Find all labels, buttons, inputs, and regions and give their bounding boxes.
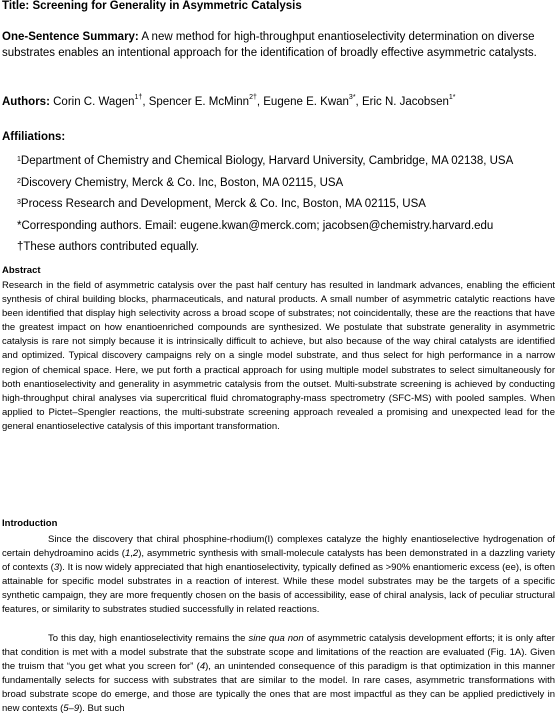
paper-title: Title: Screening for Generality in Asymmetric Catalysis	[2, 0, 302, 12]
author: Eugene E. Kwan	[263, 96, 349, 108]
affiliation-mark: 2	[17, 177, 21, 185]
intro-paragraph: Since the discovery that chiral phosphine-rhodium(I) complexes catalyze the highly enantioselective hydrogenation of certain dehydroamino acids (1,2), asymmetric synthesis with small-molecule catalysts has been demonstrated in a dazzling variety of contexts (3). It is now widely appreciated that high enantioselectivity, typically defined as >90% enantiomeric excess (ee), is often attainable for specific model substrates in a reaction of interest. While these model substrates may be the targets of a specific synthetic campaign, they are more frequently chosen on the basis of accessibility, ease of chiral analysis, lack of peculiar structural features, or similarity to substrates studied successfully in related reactions.	[2, 534, 556, 616]
affiliation-text: Discovery Chemistry, Merck & Co. Inc, Boston, MA 02115, USA	[20, 176, 344, 189]
author: Eric N. Jacobsen	[361, 96, 449, 108]
affiliation-item	[17, 151, 513, 173]
affiliation-item	[17, 173, 513, 195]
affiliation-item	[17, 194, 513, 216]
citation-ref: 3	[53, 562, 60, 574]
abstract-text: Research in the field of asymmetric catalysis over the past half century has resulted in landmark advances, enabling the efficient synthesis of chiral building blocks, pharmaceuticals, and natural products. A small number of asymmetric catalytic reactions have been identified that display high selectivity across a broad scope of substrates; not coincidentally, these are the reactions that have the greatest impact on how enantioenriched compounds are synthesized. We postulate that substrate generality in asymmetric catalysis is rare not simply because it is intrinsically difficult to achieve, but also because of the way chiral catalysts are identified and optimized. Typical discovery campaigns rely on a single model substrate, and thus select for high performance in a narrow region of chemical space. Here, we put forth a practical approach for using multiple model substrates to select simultaneously for both enantioselectivity and generality in asymmetric catalysis from the outset. Multi-substrate screening is achieved by conducting high-throughput chiral analyses via supercritical fluid chromatography-mass spectrometry (SFC-MS) with pooled samples. When applied to Pictet–Spengler reactions, the multi-substrate screening approach revealed a promising and unexpected lead for the general enantioselective catalysis of this important transformation.	[2, 280, 555, 432]
introduction-body	[2, 533, 555, 716]
summary-text: A new method for high-throughput enantioselectivity determination on diverse substrates enables an intentional approach for the identification of broadly effective asymmetric catalysts.	[2, 31, 537, 59]
affiliation-mark: 1	[17, 156, 21, 163]
author-affiliation-mark: 2†	[249, 94, 257, 101]
one-sentence-summary	[2, 30, 554, 61]
abstract-heading: Abstract	[2, 265, 41, 276]
author-list: Authors: Corin C. Wagen$^{1\dagger}$, Spencer E. McMinn$^{2\dagger}$, Eugene E. Kwan$^{3*}$, Eric N. Jacobsen$^{1*}$	[2, 94, 456, 108]
citation-ref: 2	[132, 548, 139, 560]
author-affiliation-mark: 3*	[348, 94, 356, 101]
corresponding-authors-note: *Corresponding authors. Email: eugene.kwan@merck.com; jacobsen@chemistry.harvard.edu	[17, 219, 494, 232]
introduction-heading: Introduction	[2, 518, 58, 529]
affiliation-text: Department of Chemistry and Chemical Biology, Harvard University, Cambridge, MA 02138, USA	[20, 155, 514, 167]
intro-paragraph: To this day, high enantioselectivity remains the sine qua non of asymmetric catalysis development efforts; it is only after that condition is met with a model substrate that the substrate scope and limitations of the reaction are evaluated (Fig. 1A). Given the truism that “you get what you screen for” (4), an unintended consequence of this paradigm is that optimization in this manner fundamentally selects for success with substrates that are similar to the model. In rare cases, asymmetric transformations with broad substrate scope do emerge, and those are typically the ones that are most impactful as they can be applied predictively in new contexts (5–9). But such	[2, 632, 555, 715]
citation-ref: 1	[124, 548, 131, 560]
emphasis-text: sine qua non	[248, 632, 304, 644]
citation-ref: 4	[199, 660, 206, 672]
citation-ref: 5–9	[63, 703, 80, 715]
affiliation-mark: 3	[17, 199, 21, 206]
affiliation-text: Process Research and Development, Merck & Co. Inc, Boston, MA 02115, USA	[20, 198, 426, 210]
equal-contribution-note: †These authors contributed equally.	[17, 241, 199, 253]
summary-label: One-Sentence Summary:	[2, 31, 139, 43]
authors-label: Authors:	[2, 96, 50, 108]
author: Corin C. Wagen	[53, 96, 135, 108]
affiliations-heading: Affiliations:	[2, 131, 66, 143]
author-affiliation-mark: 1†	[134, 94, 143, 101]
affiliations-list	[17, 151, 513, 259]
author-affiliation-mark: 1*	[448, 94, 456, 101]
author: Spencer E. McMinn	[148, 96, 250, 108]
